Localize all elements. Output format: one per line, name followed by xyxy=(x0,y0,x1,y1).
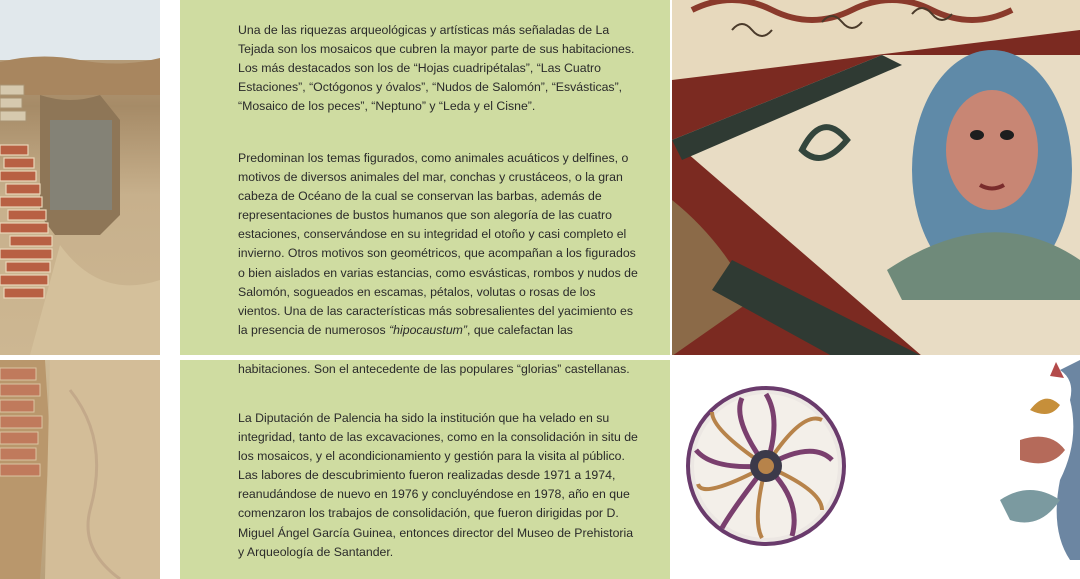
paragraph-diputacion: La Diputación de Palencia ha sido la institución que ha velado en su integridad, tanto de las excavaciones, como en la consolidación in situ de los mosaicos, y el acondicionamiento y gestión para la visita al público. Las labores de descubrimiento fueron realizadas desde 1971 a 1974, reanudándose de nuevo en 1976 y concluyéndose en 1978, año en que comenzaron los trabajos de consolidación, que fueron dirigidas por D. Miguel Ángel García Guinea, entonces director del Museo de Prehistoria y Arqueología de Santander. xyxy=(238,411,638,559)
paragraph-figurative-themes xyxy=(238,149,640,340)
paragraph-figurative-themes-text: Predominan los temas figurados, como animales acuáticos y delfines, o motivos de diversos animales del mar, conchas y crustáceos, o la gran cabeza de Océano de la cual se conservan las barbas, además de representaciones de bustos humanos que son alegoría de las cuatro estaciones, conservándose en su integridad el otoño y casi completo el invierno. Otros motivos son geométricos, que acompañan a los figurados o bien aislados en varias estancias, como esvásticas, rombos y nudos de Salomón, sogueados en escamas, pétalos, volutas o rosas de los vientos. Una de las características más sobresalientes del yacimiento es la presencia de numerosos xyxy=(238,151,638,337)
horizontal-gutter xyxy=(0,355,1080,360)
column-gutter-right xyxy=(670,0,672,579)
excavation-photo-bottom xyxy=(0,360,160,579)
mosaic-bust-illustration xyxy=(672,0,1080,356)
hipocaustum-term: “hipocaustum” xyxy=(389,322,467,337)
wall-base-illustration xyxy=(0,360,160,579)
text-panel xyxy=(180,0,670,579)
mosaic-fragments-panel xyxy=(672,360,1080,579)
brick-wall-illustration xyxy=(0,0,160,355)
column-gutter xyxy=(160,0,180,579)
paragraph-figurative-themes-tail: , que calefactan las xyxy=(467,322,573,337)
paragraph-figurative-themes-continued: habitaciones. Son el antecedente de las populares “glorias” castellanas. xyxy=(238,362,630,376)
fish-mosaic-fragment xyxy=(990,360,1080,579)
excavation-photo-top xyxy=(0,0,160,355)
mosaic-bust-photo xyxy=(672,0,1080,356)
paragraph-mosaics-intro: Una de las riquezas arqueológicas y artísticas más señaladas de La Tejada son los mosaicos que cubren la mayor parte de sus habitaciones. Los más destacados son los de “Hojas cuadripétalas”, “Las Cuatro Estaciones”, “Octógonos y óvalos”, “Nudos de Salomón”, “Esvásticas”, “Mosaico de los peces”, “Neptuno” y “Leda y el Cisne”. xyxy=(238,23,635,114)
